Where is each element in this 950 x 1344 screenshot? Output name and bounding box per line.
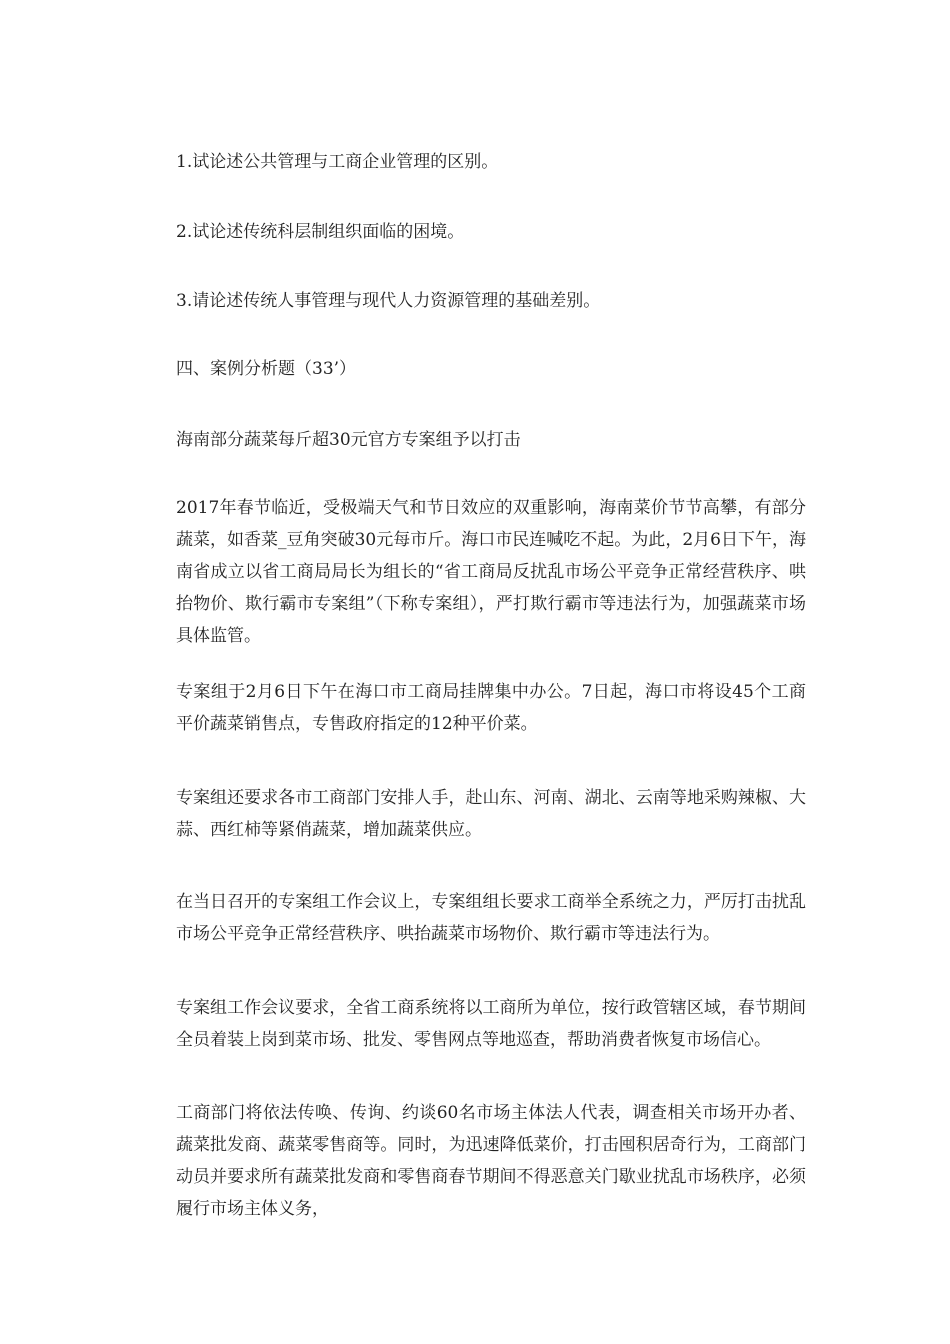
- case-paragraph-2-text: 专案组于2月6日下午在海口市工商局挂牌集中办公。7日起，海口市将设45个工商平价蔬菜销售点，专售政府指定的12种平价菜。: [176, 682, 806, 734]
- case-paragraph-4: [176, 886, 806, 950]
- case-paragraph-2: [176, 676, 806, 740]
- case-paragraph-1-text: 2017年春节临近，受极端天气和节日效应的双重影响，海南菜价节节高攀，有部分蔬菜，如香菜_豆角突破30元每市斤。海口市民连喊吃不起。为此，2月6日下午，海南省成立以省工商局局长为组长的“省工商局反扰乱市场公平竞争正常经营秩序、哄抬物价、欺行霸市专案组”（下称专案组），严打欺行霸市等违法行为，加强蔬菜市场具体监管。: [176, 498, 806, 646]
- case-title: 海南部分蔬菜每斤超30元官方专案组予以打击: [176, 430, 521, 450]
- case-paragraph-1: [176, 492, 806, 652]
- case-paragraph-5: [176, 992, 806, 1056]
- case-paragraph-5-text: 专案组工作会议要求，全省工商系统将以工商所为单位，按行政管辖区域，春节期间全员着装上岗到菜市场、批发、零售网点等地巡查，帮助消费者恢复市场信心。: [176, 998, 806, 1050]
- question-2: 2.试论述传统科层制组织面临的困境。: [176, 222, 465, 242]
- case-paragraph-6: [176, 1097, 806, 1225]
- section-heading: 四、案例分析题（33’）: [176, 359, 357, 379]
- question-3: 3.请论述传统人事管理与现代人力资源管理的基础差别。: [176, 291, 601, 311]
- case-paragraph-3: [176, 782, 806, 846]
- question-1: 1.试论述公共管理与工商企业管理的区别。: [176, 152, 499, 172]
- case-paragraph-3-text: 专案组还要求各市工商部门安排人手，赴山东、河南、湖北、云南等地采购辣椒、大蒜、西红柿等紧俏蔬菜，增加蔬菜供应。: [176, 788, 806, 840]
- case-paragraph-4-text: 在当日召开的专案组工作会议上，专案组组长要求工商举全系统之力，严厉打击扰乱市场公平竞争正常经营秩序、哄抬蔬菜市场物价、欺行霸市等违法行为。: [176, 892, 806, 944]
- case-paragraph-6-text: 工商部门将依法传唤、传询、约谈60名市场主体法人代表，调查相关市场开办者、蔬菜批发商、蔬菜零售商等。同时，为迅速降低菜价，打击囤积居奇行为，工商部门动员并要求所有蔬菜批发商和零售商春节期间不得恶意关门歇业扰乱市场秩序，必须履行市场主体义务，: [176, 1103, 806, 1219]
